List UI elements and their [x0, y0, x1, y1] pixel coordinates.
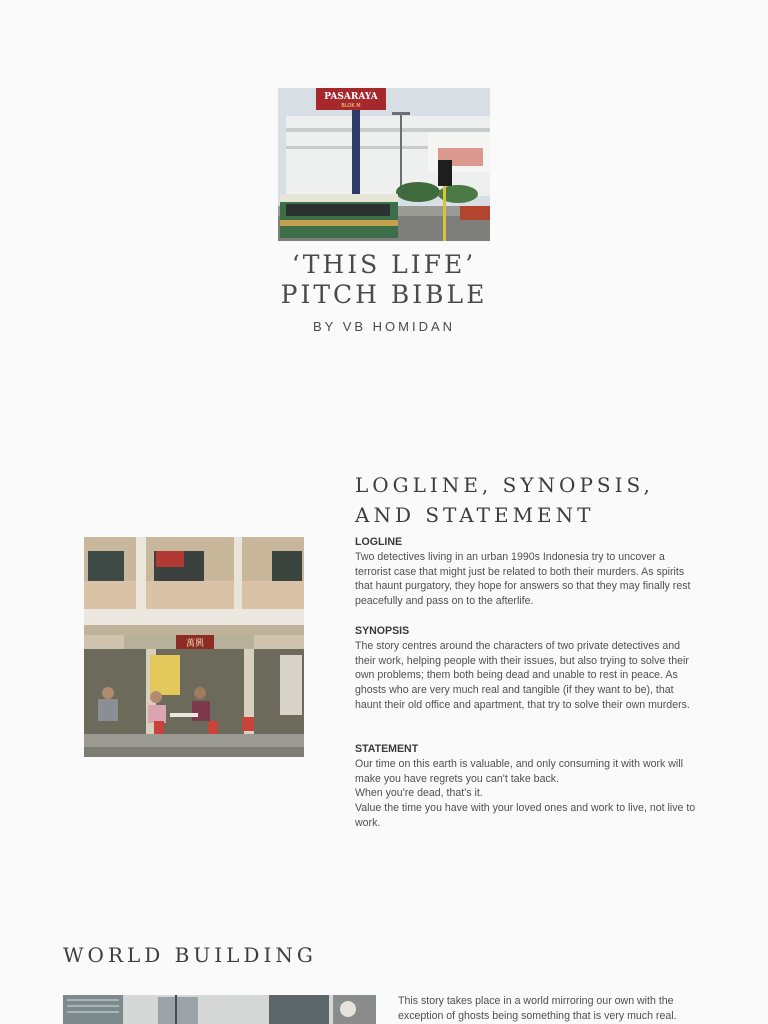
- statement-block: [355, 742, 700, 831]
- section-heading-world-building: WORLD BUILDING: [63, 943, 317, 967]
- section-heading-line-2: AND STATEMENT: [355, 503, 595, 527]
- logline-label: LOGLINE: [355, 536, 403, 548]
- cover-sign-sub: BLOK M: [341, 103, 361, 109]
- statement-line: Value the time you have with your loved ones and work to live, not live to work.: [355, 802, 696, 829]
- statement-label: STATEMENT: [355, 743, 419, 755]
- logline-block: [355, 535, 700, 609]
- logline-text: Two detectives living in an urban 1990s Indonesia try to uncover a terrorist case that might just be related to both their murders. As spirits that haunt purgatory, they hope for answers so that they may finally rest peacefully and pass on to the afterlife.: [355, 550, 691, 608]
- shop-sign-text: 萬興: [185, 639, 205, 649]
- section-heading-line-1: LOGLINE, SYNOPSIS,: [355, 473, 654, 497]
- world-building-intro: This story takes place in a world mirroring our own with the exception of ghosts being something that is very much real.: [398, 995, 677, 1022]
- document-title: [230, 250, 538, 310]
- statement-line: When you're dead, that's it.: [355, 787, 483, 800]
- synopsis-block: [355, 624, 700, 713]
- document-title-line-1: ‘THIS LIFE’: [291, 250, 477, 279]
- cover-sign-text: PASARAYA: [324, 92, 378, 102]
- section-heading-logline: [355, 470, 745, 530]
- city-skyline-photo: [63, 995, 376, 1024]
- cover-photo: [278, 88, 490, 241]
- synopsis-label: SYNOPSIS: [355, 625, 410, 637]
- synopsis-text: The story centres around the characters of two private detectives and their work, helping people with their issues, but also trying to solve their own problems; them both being dead and unable to rest in peace. As ghosts who are very much real and tangible (if they want to be), that haunt their old office and apartment, that try to solve their own murders.: [355, 639, 690, 711]
- document-author: BY VB HOMIDAN: [312, 319, 456, 334]
- statement-line: Our time on this earth is valuable, and only consuming it with work will make you have regrets you can't take back.: [355, 757, 683, 785]
- document-title-line-2: PITCH BIBLE: [280, 280, 488, 309]
- street-market-photo: [84, 537, 304, 757]
